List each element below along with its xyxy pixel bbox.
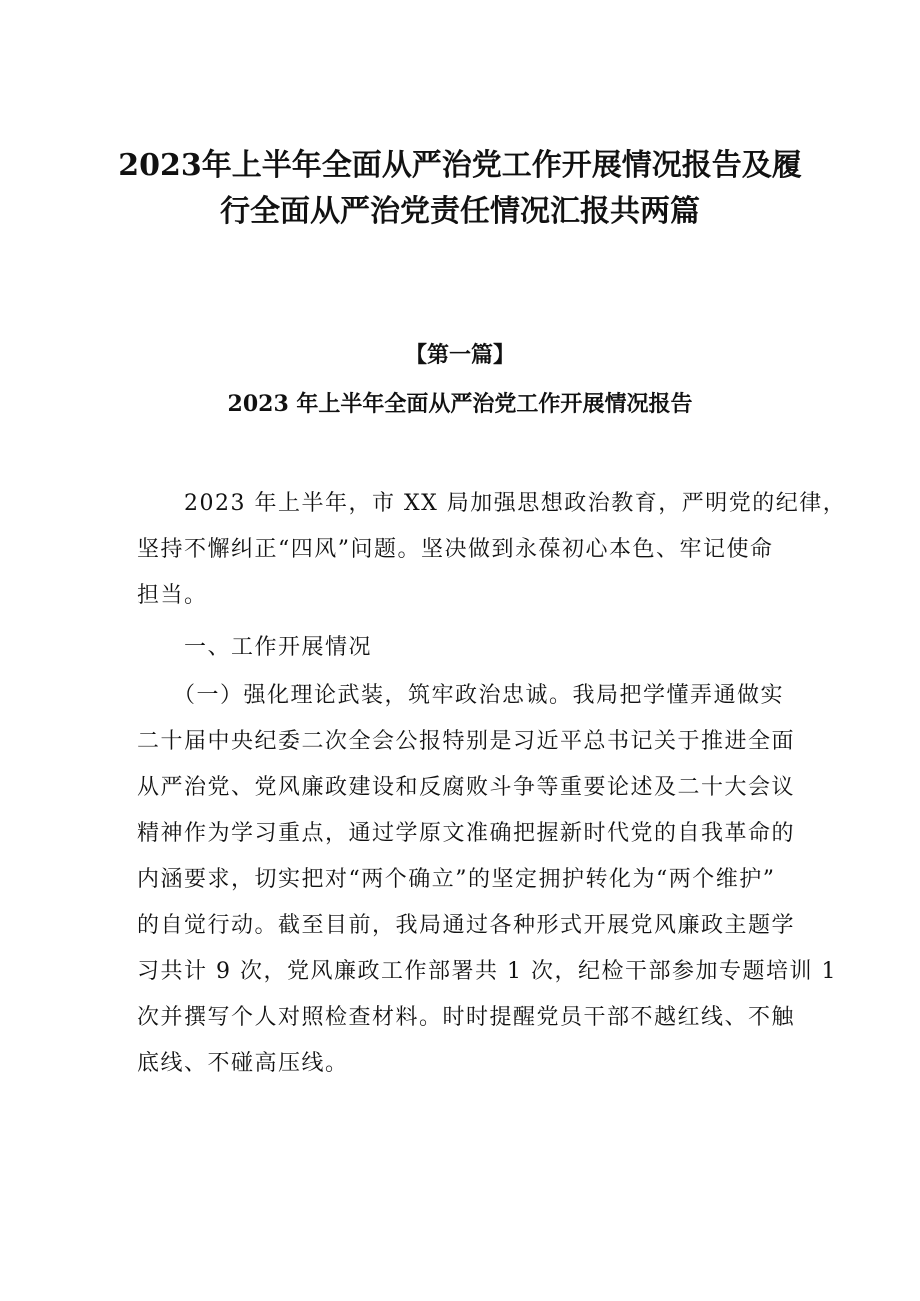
text-line: 习共计 9 次，党风廉政工作部署共 1 次，纪检干部参加专题培训 1 [137, 959, 837, 984]
text-line: 二十届中央纪委二次全会公报特别是习近平总书记关于推进全面 [137, 729, 796, 754]
section-label: 【第一篇】 [404, 342, 515, 368]
intro-paragraph [137, 481, 847, 619]
text-line: 一、工作开展情况 [137, 635, 373, 660]
text-line: 2023 年上半年，市 XX 局加强思想政治教育，严明党的纪律， [137, 491, 847, 516]
title-line: 行全面从严治党责任情况汇报共两篇 [220, 194, 700, 229]
text-line: 次并撰写个人对照检查材料。时时提醒党员干部不越红线、不触 [137, 1005, 796, 1030]
text-line: 坚持不懈纠正“四风”问题。坚决做到永葆初心本色、牢记使命 [137, 537, 774, 562]
text-line: 底线、不碰高压线。 [137, 1051, 349, 1076]
heading-work-progress [137, 625, 797, 671]
text-line: 内涵要求，切实把对“两个确立”的坚定拥护转化为“两个维护” [137, 867, 776, 892]
text-line: 精神作为学习重点，通过学原文准确把握新时代党的自我革命的 [137, 821, 796, 846]
section-title: 2023 年上半年全面从严治党工作开展情况报告 [227, 391, 693, 417]
text-line: （一）强化理论武装，筑牢政治忠诚。我局把学懂弄通做实 [137, 683, 785, 708]
paragraph-theory-study [137, 673, 837, 1087]
text-line: 担当。 [137, 583, 208, 608]
text-line: 从严治党、党风廉政建设和反腐败斗争等重要论述及二十大会议 [137, 775, 796, 800]
document-title [110, 143, 810, 235]
text-line: 的自觉行动。截至目前，我局通过各种形式开展党风廉政主题学 [137, 913, 796, 938]
title-line: 2023年上半年全面从严治党工作开展情况报告及履 [118, 148, 802, 183]
